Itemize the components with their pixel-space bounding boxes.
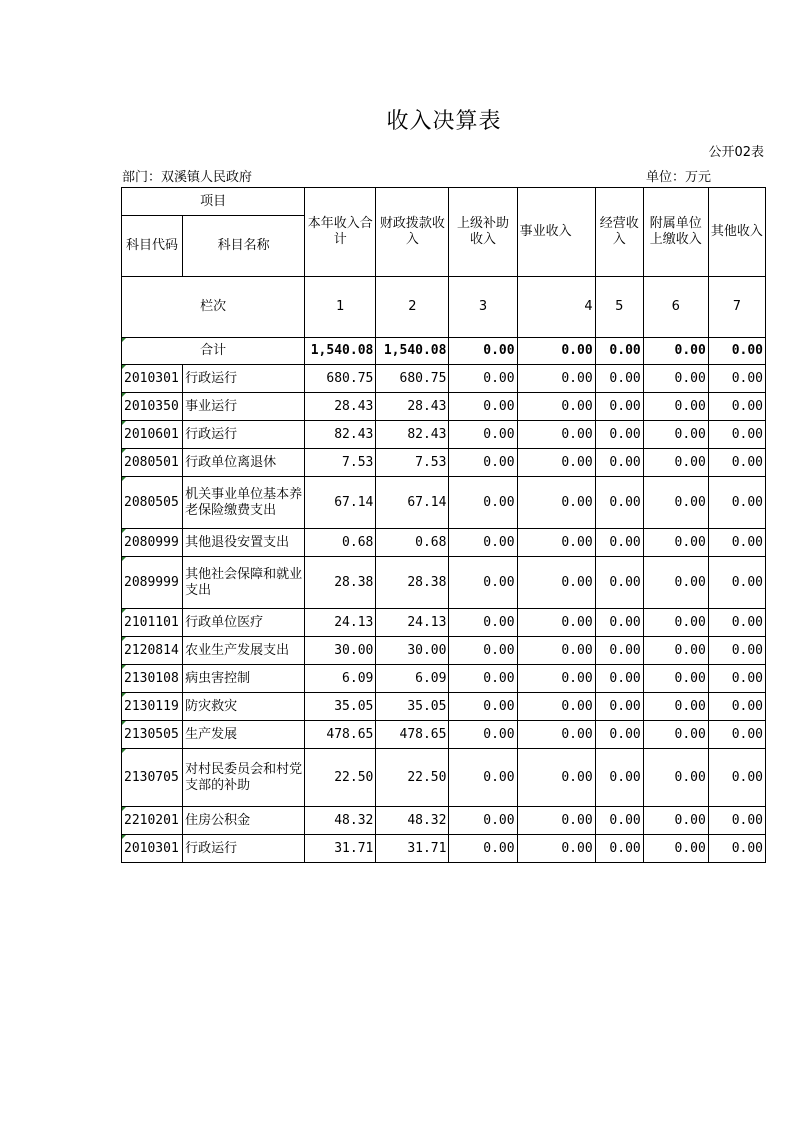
amount-cell: 28.38 [376,557,449,609]
amount-cell: 0.00 [517,365,595,393]
amount-cell: 0.00 [517,665,595,693]
amount-cell: 82.43 [305,421,376,449]
amount-cell: 0.00 [643,365,708,393]
amount-cell: 680.75 [376,365,449,393]
table-row [122,835,766,863]
subject-code: 2210201 [122,807,183,835]
amount-cell: 0.00 [595,693,643,721]
header-total-income: 本年收入合计 [305,188,376,277]
total-value: 1,540.08 [305,338,376,365]
subject-name: 对村民委员会和村党支部的补助 [183,749,305,807]
amount-cell: 28.38 [305,557,376,609]
subject-name: 机关事业单位基本养老保险缴费支出 [183,477,305,529]
amount-cell: 0.00 [708,421,765,449]
unit-label: 单位：万元 [646,170,712,185]
subject-code: 2010301 [122,835,183,863]
subject-code: 2130705 [122,749,183,807]
index-number: 7 [708,277,765,338]
amount-cell: 0.00 [708,721,765,749]
amount-cell: 0.00 [643,609,708,637]
total-value: 0.00 [449,338,517,365]
header-fiscal-appropriation: 财政拨款收入 [376,188,449,277]
header-affiliated-income: 附属单位上缴收入 [643,188,708,277]
amount-cell: 0.00 [643,807,708,835]
amount-cell: 0.00 [595,721,643,749]
amount-cell: 0.00 [595,557,643,609]
amount-cell: 48.32 [376,807,449,835]
amount-cell: 0.00 [643,721,708,749]
amount-cell: 0.00 [517,835,595,863]
amount-cell: 0.00 [708,529,765,557]
index-number: 3 [449,277,517,338]
table-row [122,365,766,393]
amount-cell: 67.14 [376,477,449,529]
total-value: 0.00 [517,338,595,365]
amount-cell: 0.00 [449,449,517,477]
total-value: 1,540.08 [376,338,449,365]
total-row [122,338,766,365]
amount-cell: 0.00 [449,721,517,749]
subject-name: 住房公积金 [183,807,305,835]
amount-cell: 0.00 [643,557,708,609]
page-title: 收入决算表 [386,109,502,134]
subject-code: 2130505 [122,721,183,749]
table-row [122,609,766,637]
amount-cell: 30.00 [376,637,449,665]
header-superior-subsidy: 上级补助收入 [449,188,517,277]
subject-code: 2010601 [122,421,183,449]
amount-cell: 0.00 [643,393,708,421]
table-row [122,393,766,421]
amount-cell: 0.00 [595,749,643,807]
subject-code: 2130119 [122,693,183,721]
table-row [122,807,766,835]
header-subject-name: 科目名称 [183,216,305,277]
amount-cell: 0.00 [595,477,643,529]
total-value: 0.00 [643,338,708,365]
amount-cell: 28.43 [376,393,449,421]
total-label: 合计 [122,338,305,365]
amount-cell: 0.00 [517,421,595,449]
amount-cell: 0.00 [708,665,765,693]
amount-cell: 0.00 [595,665,643,693]
subject-name: 其他退役安置支出 [183,529,305,557]
amount-cell: 0.00 [595,365,643,393]
subject-code: 2080505 [122,477,183,529]
amount-cell: 6.09 [305,665,376,693]
header-subject-code: 科目代码 [122,216,183,277]
amount-cell: 0.68 [376,529,449,557]
amount-cell: 0.00 [708,557,765,609]
header-other-income: 其他收入 [708,188,765,277]
amount-cell: 0.00 [643,421,708,449]
amount-cell: 478.65 [305,721,376,749]
amount-cell: 680.75 [305,365,376,393]
amount-cell: 0.00 [449,557,517,609]
amount-cell: 0.00 [595,449,643,477]
amount-cell: 0.00 [517,693,595,721]
subject-code: 2080501 [122,449,183,477]
amount-cell: 31.71 [305,835,376,863]
subject-name: 行政运行 [183,835,305,863]
amount-cell: 0.00 [595,637,643,665]
amount-cell: 0.68 [305,529,376,557]
amount-cell: 0.00 [643,835,708,863]
subject-code: 2010350 [122,393,183,421]
amount-cell: 0.00 [643,529,708,557]
index-number: 1 [305,277,376,338]
amount-cell: 22.50 [376,749,449,807]
subject-name: 行政运行 [183,365,305,393]
amount-cell: 35.05 [305,693,376,721]
amount-cell: 478.65 [376,721,449,749]
department-label: 部门：双溪镇人民政府 [122,170,253,185]
amount-cell: 0.00 [643,449,708,477]
amount-cell: 30.00 [305,637,376,665]
amount-cell: 0.00 [449,529,517,557]
subject-name: 病虫害控制 [183,665,305,693]
amount-cell: 35.05 [376,693,449,721]
table-row [122,421,766,449]
income-table [121,187,766,863]
total-value: 0.00 [595,338,643,365]
table-row [122,693,766,721]
subject-code: 2101101 [122,609,183,637]
amount-cell: 0.00 [449,365,517,393]
header-business-income: 事业收入 [517,188,595,277]
header-project: 项目 [122,188,305,216]
subject-code: 2089999 [122,557,183,609]
form-number: 公开02表 [708,145,764,160]
amount-cell: 0.00 [517,637,595,665]
subject-name: 生产发展 [183,721,305,749]
subject-name: 行政运行 [183,421,305,449]
subject-name: 防灾救灾 [183,693,305,721]
amount-cell: 48.32 [305,807,376,835]
amount-cell: 0.00 [643,637,708,665]
amount-cell: 0.00 [595,421,643,449]
amount-cell: 6.09 [376,665,449,693]
amount-cell: 0.00 [449,421,517,449]
amount-cell: 0.00 [517,477,595,529]
amount-cell: 0.00 [643,477,708,529]
amount-cell: 0.00 [449,393,517,421]
table-row [122,749,766,807]
amount-cell: 0.00 [708,365,765,393]
header-operating-income: 经营收入 [595,188,643,277]
subject-name: 行政单位离退休 [183,449,305,477]
table-row [122,529,766,557]
amount-cell: 0.00 [449,609,517,637]
table-row [122,721,766,749]
subject-code: 2010301 [122,365,183,393]
subject-code: 2120814 [122,637,183,665]
subject-name: 事业运行 [183,393,305,421]
index-number: 4 [517,277,595,338]
total-value: 0.00 [708,338,765,365]
table-row [122,637,766,665]
amount-cell: 0.00 [517,557,595,609]
amount-cell: 0.00 [449,665,517,693]
subject-name: 行政单位医疗 [183,609,305,637]
amount-cell: 0.00 [449,807,517,835]
amount-cell: 0.00 [708,749,765,807]
amount-cell: 0.00 [595,807,643,835]
amount-cell: 0.00 [595,529,643,557]
amount-cell: 0.00 [517,807,595,835]
amount-cell: 22.50 [305,749,376,807]
amount-cell: 0.00 [643,665,708,693]
amount-cell: 0.00 [517,749,595,807]
table-row [122,557,766,609]
amount-cell: 0.00 [517,529,595,557]
table-row [122,449,766,477]
amount-cell: 24.13 [376,609,449,637]
subject-name: 农业生产发展支出 [183,637,305,665]
amount-cell: 28.43 [305,393,376,421]
amount-cell: 0.00 [517,393,595,421]
subject-name: 其他社会保障和就业支出 [183,557,305,609]
amount-cell: 0.00 [449,749,517,807]
index-number: 2 [376,277,449,338]
amount-cell: 0.00 [708,393,765,421]
amount-cell: 0.00 [708,637,765,665]
amount-cell: 7.53 [376,449,449,477]
amount-cell: 0.00 [449,835,517,863]
amount-cell: 0.00 [708,477,765,529]
amount-cell: 0.00 [517,609,595,637]
amount-cell: 0.00 [643,693,708,721]
amount-cell: 0.00 [708,835,765,863]
table-row [122,477,766,529]
amount-cell: 7.53 [305,449,376,477]
amount-cell: 0.00 [595,835,643,863]
index-number: 5 [595,277,643,338]
amount-cell: 0.00 [595,393,643,421]
amount-cell: 0.00 [708,609,765,637]
amount-cell: 0.00 [643,749,708,807]
amount-cell: 82.43 [376,421,449,449]
amount-cell: 0.00 [708,693,765,721]
amount-cell: 67.14 [305,477,376,529]
amount-cell: 31.71 [376,835,449,863]
amount-cell: 0.00 [449,693,517,721]
table-row [122,665,766,693]
amount-cell: 24.13 [305,609,376,637]
subject-code: 2080999 [122,529,183,557]
amount-cell: 0.00 [708,449,765,477]
amount-cell: 0.00 [449,637,517,665]
amount-cell: 0.00 [517,721,595,749]
amount-cell: 0.00 [708,807,765,835]
amount-cell: 0.00 [517,449,595,477]
amount-cell: 0.00 [595,609,643,637]
index-number: 6 [643,277,708,338]
index-row-label: 栏次 [122,277,305,338]
amount-cell: 0.00 [449,477,517,529]
subject-code: 2130108 [122,665,183,693]
